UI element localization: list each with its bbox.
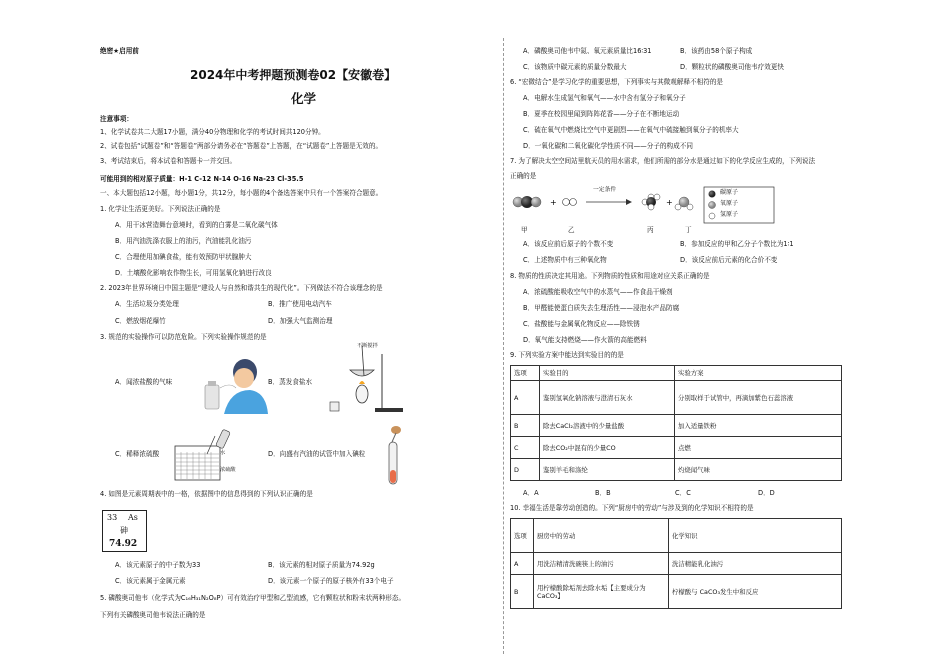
q6-option-c: C．硫在氧气中燃烧比空气中更剧烈——在氧气中硫接触到氧分子的机率大 bbox=[523, 126, 739, 134]
q9-choice-b: B．B bbox=[595, 489, 611, 497]
q3-option-b: B．蒸发食盐水 bbox=[268, 378, 313, 386]
q8-option-a: A．浓硫酸能吸收空气中的水蒸气——作食品干燥剂 bbox=[523, 288, 673, 296]
q10-cell: B bbox=[511, 575, 534, 609]
q7-option-c: C．上述物质中有三种氧化物 bbox=[523, 256, 607, 264]
table-row bbox=[511, 437, 842, 459]
q5-stem bbox=[100, 594, 405, 602]
q5-formula: C₁₆H₃₁N₂O₈P bbox=[180, 594, 221, 602]
q8-option-d: D．氧气能支持燃烧——作火箭的高能燃料 bbox=[523, 336, 647, 344]
q5-option-d: D．颗粒状的磷酸奥司他韦疗效更快 bbox=[680, 63, 784, 71]
q10-table bbox=[510, 518, 842, 609]
q5-option-a: A．磷酸奥司他韦中氮、氧元素质量比16∶31 bbox=[523, 47, 652, 55]
q1-stem: 1. 化学让生活更美好。下列说法正确的是 bbox=[100, 205, 221, 213]
q1-option-a: A．用干冰营造舞台意境时，看到的白雾是二氧化碳气体 bbox=[115, 221, 278, 229]
q9-header: 实验方案 bbox=[675, 366, 842, 381]
periodic-table-cell bbox=[102, 510, 147, 552]
q10-cell: 用柠檬酸除垢剂去除水垢【主要成分为CaCO₃】 bbox=[534, 575, 669, 609]
atomic-mass-line: 可能用到的相对原子质量：H-1 C-12 N-14 O-16 Na-23 Cl-35.5 bbox=[100, 175, 304, 183]
cell-atomic-number: 33 bbox=[107, 513, 118, 522]
q1-option-c: C．合理使用加碘食盐，能有效预防甲状腺肿大 bbox=[115, 253, 252, 261]
q10-cell: 用洗洁精清洗碗筷上的油污 bbox=[534, 553, 669, 575]
exam-title: 2024年中考押题预测卷02【安徽卷】 bbox=[190, 68, 397, 82]
note-2: 2、试卷包括“试题卷”和“答题卷”两部分请务必在“答题卷”上答题，在“试题卷”上答题是无效的。 bbox=[100, 142, 383, 150]
q10-cell: 洗洁精能乳化油污 bbox=[669, 553, 842, 575]
subject-title: 化学 bbox=[291, 91, 317, 106]
q9-cell: 除去CO₂中混有的少量CO bbox=[540, 437, 675, 459]
q10-header: 选项 bbox=[511, 519, 534, 553]
q10-header: 化学知识 bbox=[669, 519, 842, 553]
q4-option-c: C．该元素属于金属元素 bbox=[115, 577, 186, 585]
evaporation-illustration bbox=[320, 342, 405, 414]
q5-stem-b: ）可有效治疗甲型和乙型流感，它有颗粒状和粉末状两种形态。 bbox=[220, 594, 406, 602]
q10-cell: A bbox=[511, 553, 534, 575]
q3-option-a: A．闻浓盐酸的气味 bbox=[115, 378, 173, 386]
q8-option-c: C．盐酸能与金属氧化物反应——除铁锈 bbox=[523, 320, 640, 328]
legend-hydrogen: 氢原子 bbox=[720, 211, 739, 218]
q9-table bbox=[510, 365, 842, 481]
q10-stem: 10. 幸福生活是靠劳动创造的。下列“厨房中的劳动”与涉及到的化学知识不相符的是 bbox=[510, 504, 754, 512]
q9-cell: 点燃 bbox=[675, 437, 842, 459]
q8-option-b: B．甲醛能使蛋白质失去生理活性——浸泡水产品防腐 bbox=[523, 304, 680, 312]
q2-option-b: B．推广使用电动汽车 bbox=[268, 300, 332, 308]
q7-option-b: B．参加反应的甲和乙分子个数比为1∶1 bbox=[680, 240, 794, 248]
q6-option-d: D．一氧化碳和二氧化碳化学性质不同——分子的构成不同 bbox=[523, 142, 693, 150]
notes-heading: 注意事项： bbox=[100, 115, 133, 123]
q5-option-c: C．该物质中碳元素的质量分数最大 bbox=[523, 63, 627, 71]
q9-header: 选项 bbox=[511, 366, 540, 381]
q2-option-c: C．燃放烟花爆竹 bbox=[115, 317, 166, 325]
q2-option-d: D．加强大气监测治理 bbox=[268, 317, 333, 325]
section-1-intro: 一、本大题包括12小题，每小题1分，共12分，每小题的4个备选答案中只有一个答案符合题意。 bbox=[100, 189, 383, 197]
note-3: 3、考试结束后，将本试卷和答题卡一并交回。 bbox=[100, 157, 237, 165]
q2-stem: 2. 2023年世界环境日中国主题是“建设人与自然和谐共生的现代化”。下列做法不符合该理念的是 bbox=[100, 284, 383, 292]
q7-option-d: D．该反应前后元素的化合价不变 bbox=[680, 256, 778, 264]
left-column bbox=[95, 0, 500, 672]
q6-stem: 6. “宏微结合”是学习化学的重要思想，下列事实与其微观解释不相符的是 bbox=[510, 78, 724, 86]
acid-label: 浓硫酸 bbox=[220, 467, 236, 473]
test-tube-illustration bbox=[380, 420, 415, 490]
water-label: 水 bbox=[220, 450, 226, 456]
q4-option-d: D．该元素一个原子的原子核外有33个电子 bbox=[268, 577, 394, 585]
q4-stem: 4. 如图是元素周期表中的一格，依据图中的信息得到的下列认识正确的是 bbox=[100, 490, 313, 498]
stir-label: 不断搅拌 bbox=[357, 343, 378, 349]
q9-cell: A bbox=[511, 381, 540, 415]
q9-choice-a: A．A bbox=[523, 489, 539, 497]
q10-cell: 柠檬酸与 CaCO₃发生中和反应 bbox=[669, 575, 842, 609]
q9-cell: B bbox=[511, 415, 540, 437]
q4-option-b: B．该元素的相对原子质量为74.92g bbox=[268, 561, 375, 569]
label-yi: 乙 bbox=[568, 226, 575, 234]
reaction-condition: 一定条件 bbox=[593, 187, 617, 193]
q9-cell: 分别取样于试管中，再滴加紫色石蕊溶液 bbox=[675, 381, 842, 415]
table-row bbox=[511, 415, 842, 437]
q1-option-b: B．用汽油洗涤衣服上的油污，汽油能乳化油污 bbox=[115, 237, 252, 245]
q9-cell: 鉴别氢氧化钠溶液与澄清石灰水 bbox=[540, 381, 675, 415]
q6-option-b: B．夏季在校园里闻到阵阵花香——分子在不断地运动 bbox=[523, 110, 680, 118]
cell-mass: 74.92 bbox=[109, 539, 138, 549]
q9-cell: 鉴别羊毛和涤纶 bbox=[540, 459, 675, 481]
q10-header-row bbox=[511, 519, 842, 553]
table-row bbox=[511, 553, 842, 575]
q8-stem: 8. 物质的性质决定其用途。下列物质的性质和用途对应关系正确的是 bbox=[510, 272, 710, 280]
cell-symbol: As bbox=[128, 513, 138, 522]
q9-cell: C bbox=[511, 437, 540, 459]
q9-cell: 加入适量铁粉 bbox=[675, 415, 842, 437]
q9-stem: 9. 下列实验方案中能达到实验目的的是 bbox=[510, 351, 624, 359]
q3-option-c: C．稀释浓硫酸 bbox=[115, 450, 160, 458]
q9-choice-d: D．D bbox=[758, 489, 775, 497]
q1-option-d: D．土壤酸化影响农作物生长，可用氢氧化钠进行改良 bbox=[115, 269, 272, 277]
q9-cell: D bbox=[511, 459, 540, 481]
q10-header: 厨房中的劳动 bbox=[534, 519, 669, 553]
q4-option-a: A．该元素原子的中子数为33 bbox=[115, 561, 201, 569]
note-1: 1、化学试卷共二大题17小题，满分40分物理和化学的考试时间共120分钟。 bbox=[100, 128, 325, 136]
column-divider bbox=[503, 38, 504, 654]
q5-stem-a: 5. 磷酸奥司他韦（化学式为 bbox=[100, 594, 181, 602]
q5-stem-c: 下列有关磷酸奥司他韦说法正确的是 bbox=[100, 611, 206, 619]
label-ding: 丁 bbox=[685, 226, 692, 234]
q2-option-a: A．生活垃圾分类处理 bbox=[115, 300, 179, 308]
q6-option-a: A．电解水生成氢气和氧气——水中含有氢分子和氧分子 bbox=[523, 94, 686, 102]
q7-stem-2: 正确的是 bbox=[510, 172, 537, 180]
q9-header-row bbox=[511, 366, 842, 381]
q9-cell: 除去CaCl₂溶液中的少量盐酸 bbox=[540, 415, 675, 437]
q7-stem: 7. 为了解决太空空间站里航天员的用水需求，他们所需的部分水是通过如下的化学反应生成的，下列说法 bbox=[510, 157, 816, 165]
legend-carbon: 碳原子 bbox=[720, 189, 739, 196]
q7-option-a: A．该反应前后原子的个数不变 bbox=[523, 240, 614, 248]
right-column bbox=[508, 0, 850, 672]
secret-label: 绝密★启用前 bbox=[100, 47, 139, 55]
q9-choice-c: C．C bbox=[675, 489, 691, 497]
label-bing: 丙 bbox=[647, 226, 654, 234]
q9-cell: 灼烧闻气味 bbox=[675, 459, 842, 481]
cell-name: 砷 bbox=[120, 526, 128, 535]
q5-option-b: B．该药由58个原子构成 bbox=[680, 47, 753, 55]
table-row bbox=[511, 459, 842, 481]
legend-oxygen: 氧原子 bbox=[720, 200, 739, 207]
q3-stem: 3. 规范的实验操作可以防范危险。下列实验操作规范的是 bbox=[100, 333, 267, 341]
svg-text:+: + bbox=[666, 198, 673, 207]
q9-header: 实验目的 bbox=[540, 366, 675, 381]
label-jia: 甲 bbox=[521, 226, 528, 234]
smell-acid-illustration bbox=[200, 350, 270, 415]
svg-text:+: + bbox=[550, 198, 557, 207]
q3-option-d: D．向盛有汽油的试管中加入碘粒 bbox=[268, 450, 366, 458]
table-row bbox=[511, 381, 842, 415]
table-row bbox=[511, 575, 842, 609]
